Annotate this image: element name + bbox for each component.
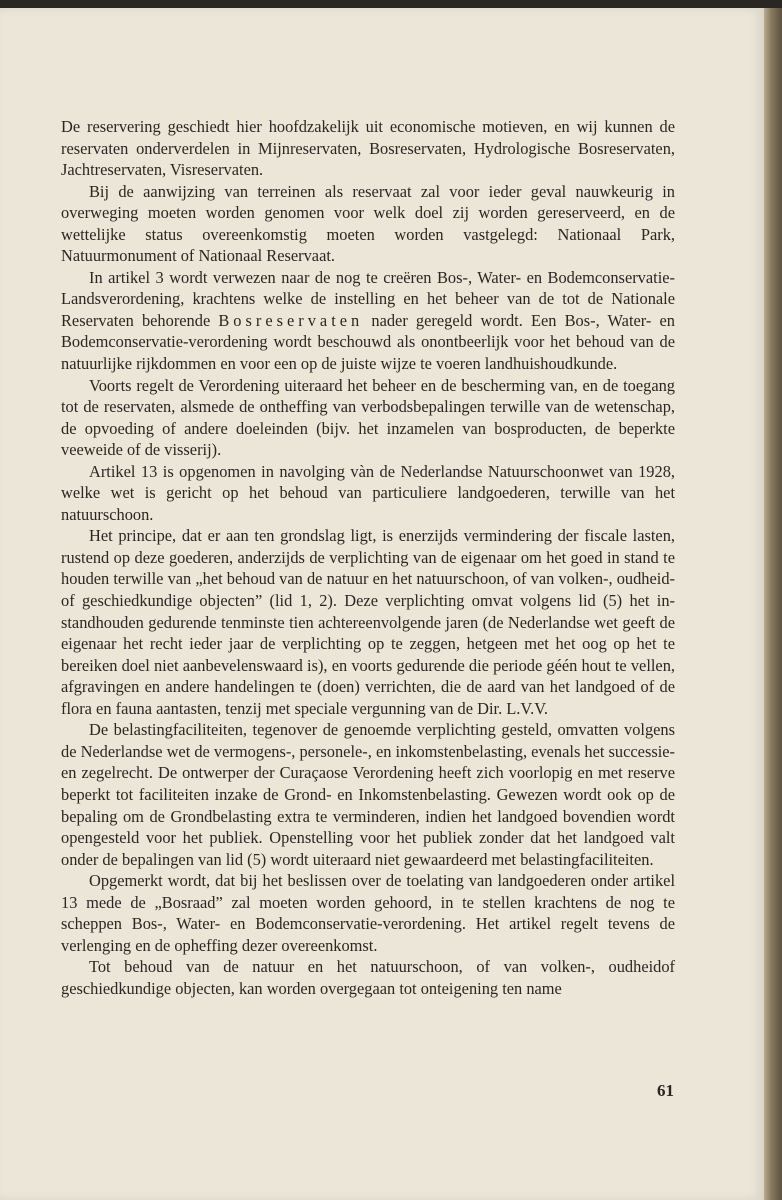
paragraph-9: Tot behoud van de natuur en het natuurschoon, of van volken-, oudheidof geschiedkundige objecten, kan worden overgegaan tot onteigening ten name (61, 957, 675, 998)
paragraph-3-text-after: nader geregeld wordt. Een Bos-, Water- en Bodemconservatie-verordening wordt beschouwd als onontbeerlijk voor het behoud van de natuurlijke rijkdommen en voor een op de juiste wijze te voeren landhuishoudkunde. (61, 310, 675, 374)
paragraph-6: Het principe, dat er aan ten grondslag ligt, is enerzijds vermindering der fiscale lasten, rustend op deze goederen, anderzijds de verplichting van de eigenaar om het goed in stand te houden terwille van „het behoud van de natuur en het natuurschoon, of van volken-, oudheid- of geschiedkundige objecten” (lid 1, 2). Deze verplichting omvat volgens lid (5) het in-standhouden gedurende tenminste tien achtereenvolgende jaren (de Nederlandse wet geeft de eigenaar het recht ieder jaar de verplichting op te zeggen, hetgeen met het oog op het te bereiken doel niet aanbevelenswaard is), en voorts gedurende die periode géén hout te vellen, afgravingen en andere handelingen te (doen) verrichten, die de aard van het landgoed of de flora en fauna aantasten, tenzij met speciale vergunning van de Dir. L.V.V. (61, 526, 675, 718)
paragraph-2: Bij de aanwijzing van terreinen als reservaat zal voor ieder geval nauwkeurig in overweging moeten worden genomen voor welk doel zij worden gereserveerd, en de wettelijke status overeenkomstig moeten worden vastgelegd: Nationaal Park, Natuurmonument of Nationaal Reservaat. (61, 181, 675, 266)
page-number: 61 (657, 1081, 674, 1100)
body-text (61, 116, 675, 999)
paragraph-1: De reservering geschiedt hier hoofdzakelijk uit economische motieven, en wij kunnen de reservaten onderverdelen in Mijnreservaten, Bosreservaten, Hydrologische Bosreservaten, Jachtreservaten, Visreservaten. (61, 117, 675, 180)
paragraph-4: Voorts regelt de Verordening uiteraard het beheer en de bescherming van, en de toegang tot de reservaten, alsmede de ontheffing van verbodsbepalingen terwille van de wetenschap, de opvoeding of andere doeleinden (bijv. het inzamelen van bosproducten, de beperkte veeweide of de visserij). (61, 375, 675, 460)
page-edge (764, 8, 782, 1200)
paragraph-7: De belastingfaciliteiten, tegenover de genoemde verplichting gesteld, omvatten volgens de Nederlandse wet de vermogens-, personele-, en inkomstenbelasting, evenals het successie- en zegelrecht. De ontwerper der Curaçaose Verordening heeft zich voorlopig en met reserve beperkt tot faciliteiten inzake de Grond- en Inkomstenbelasting. Gewezen wordt ook op de bepaling om de Grondbelasting extra te verminderen, indien het landgoed bovendien wordt opengesteld voor het publiek. Openstelling voor het publiek zonder dat het landgoed valt onder de bepalingen van lid (5) wordt uiteraard niet gewaardeerd met belastingfaciliteiten. (61, 720, 675, 869)
paragraph-8: Opgemerkt wordt, dat bij het beslissen over de toelating van landgoederen onder artikel 13 mede de „Bosraad” zal moeten worden gehoord, in te stellen krachtens de nog te scheppen Bos-, Water- en Bodemconservatie-verordening. Het artikel regelt tevens de verlenging en de opheffing dezer overeenkomst. (61, 871, 675, 955)
paragraph-3 (61, 267, 675, 375)
paragraph-5: Artikel 13 is opgenomen in navolging vàn de Nederlandse Natuurschoonwet van 1928, welke wet is gericht op het behoud van particuliere landgoederen, terwille van het natuurschoon. (61, 461, 675, 524)
paragraph-3-text-before: In artikel 3 wordt verwezen naar de nog te creëren Bos-, Water- en Bodemconservatie-Landsverordening, krachtens welke de instelling en het beheer van de tot de Nationale Reservaten behorende (61, 267, 675, 330)
spaced-term: Bosreservaten (218, 310, 364, 330)
